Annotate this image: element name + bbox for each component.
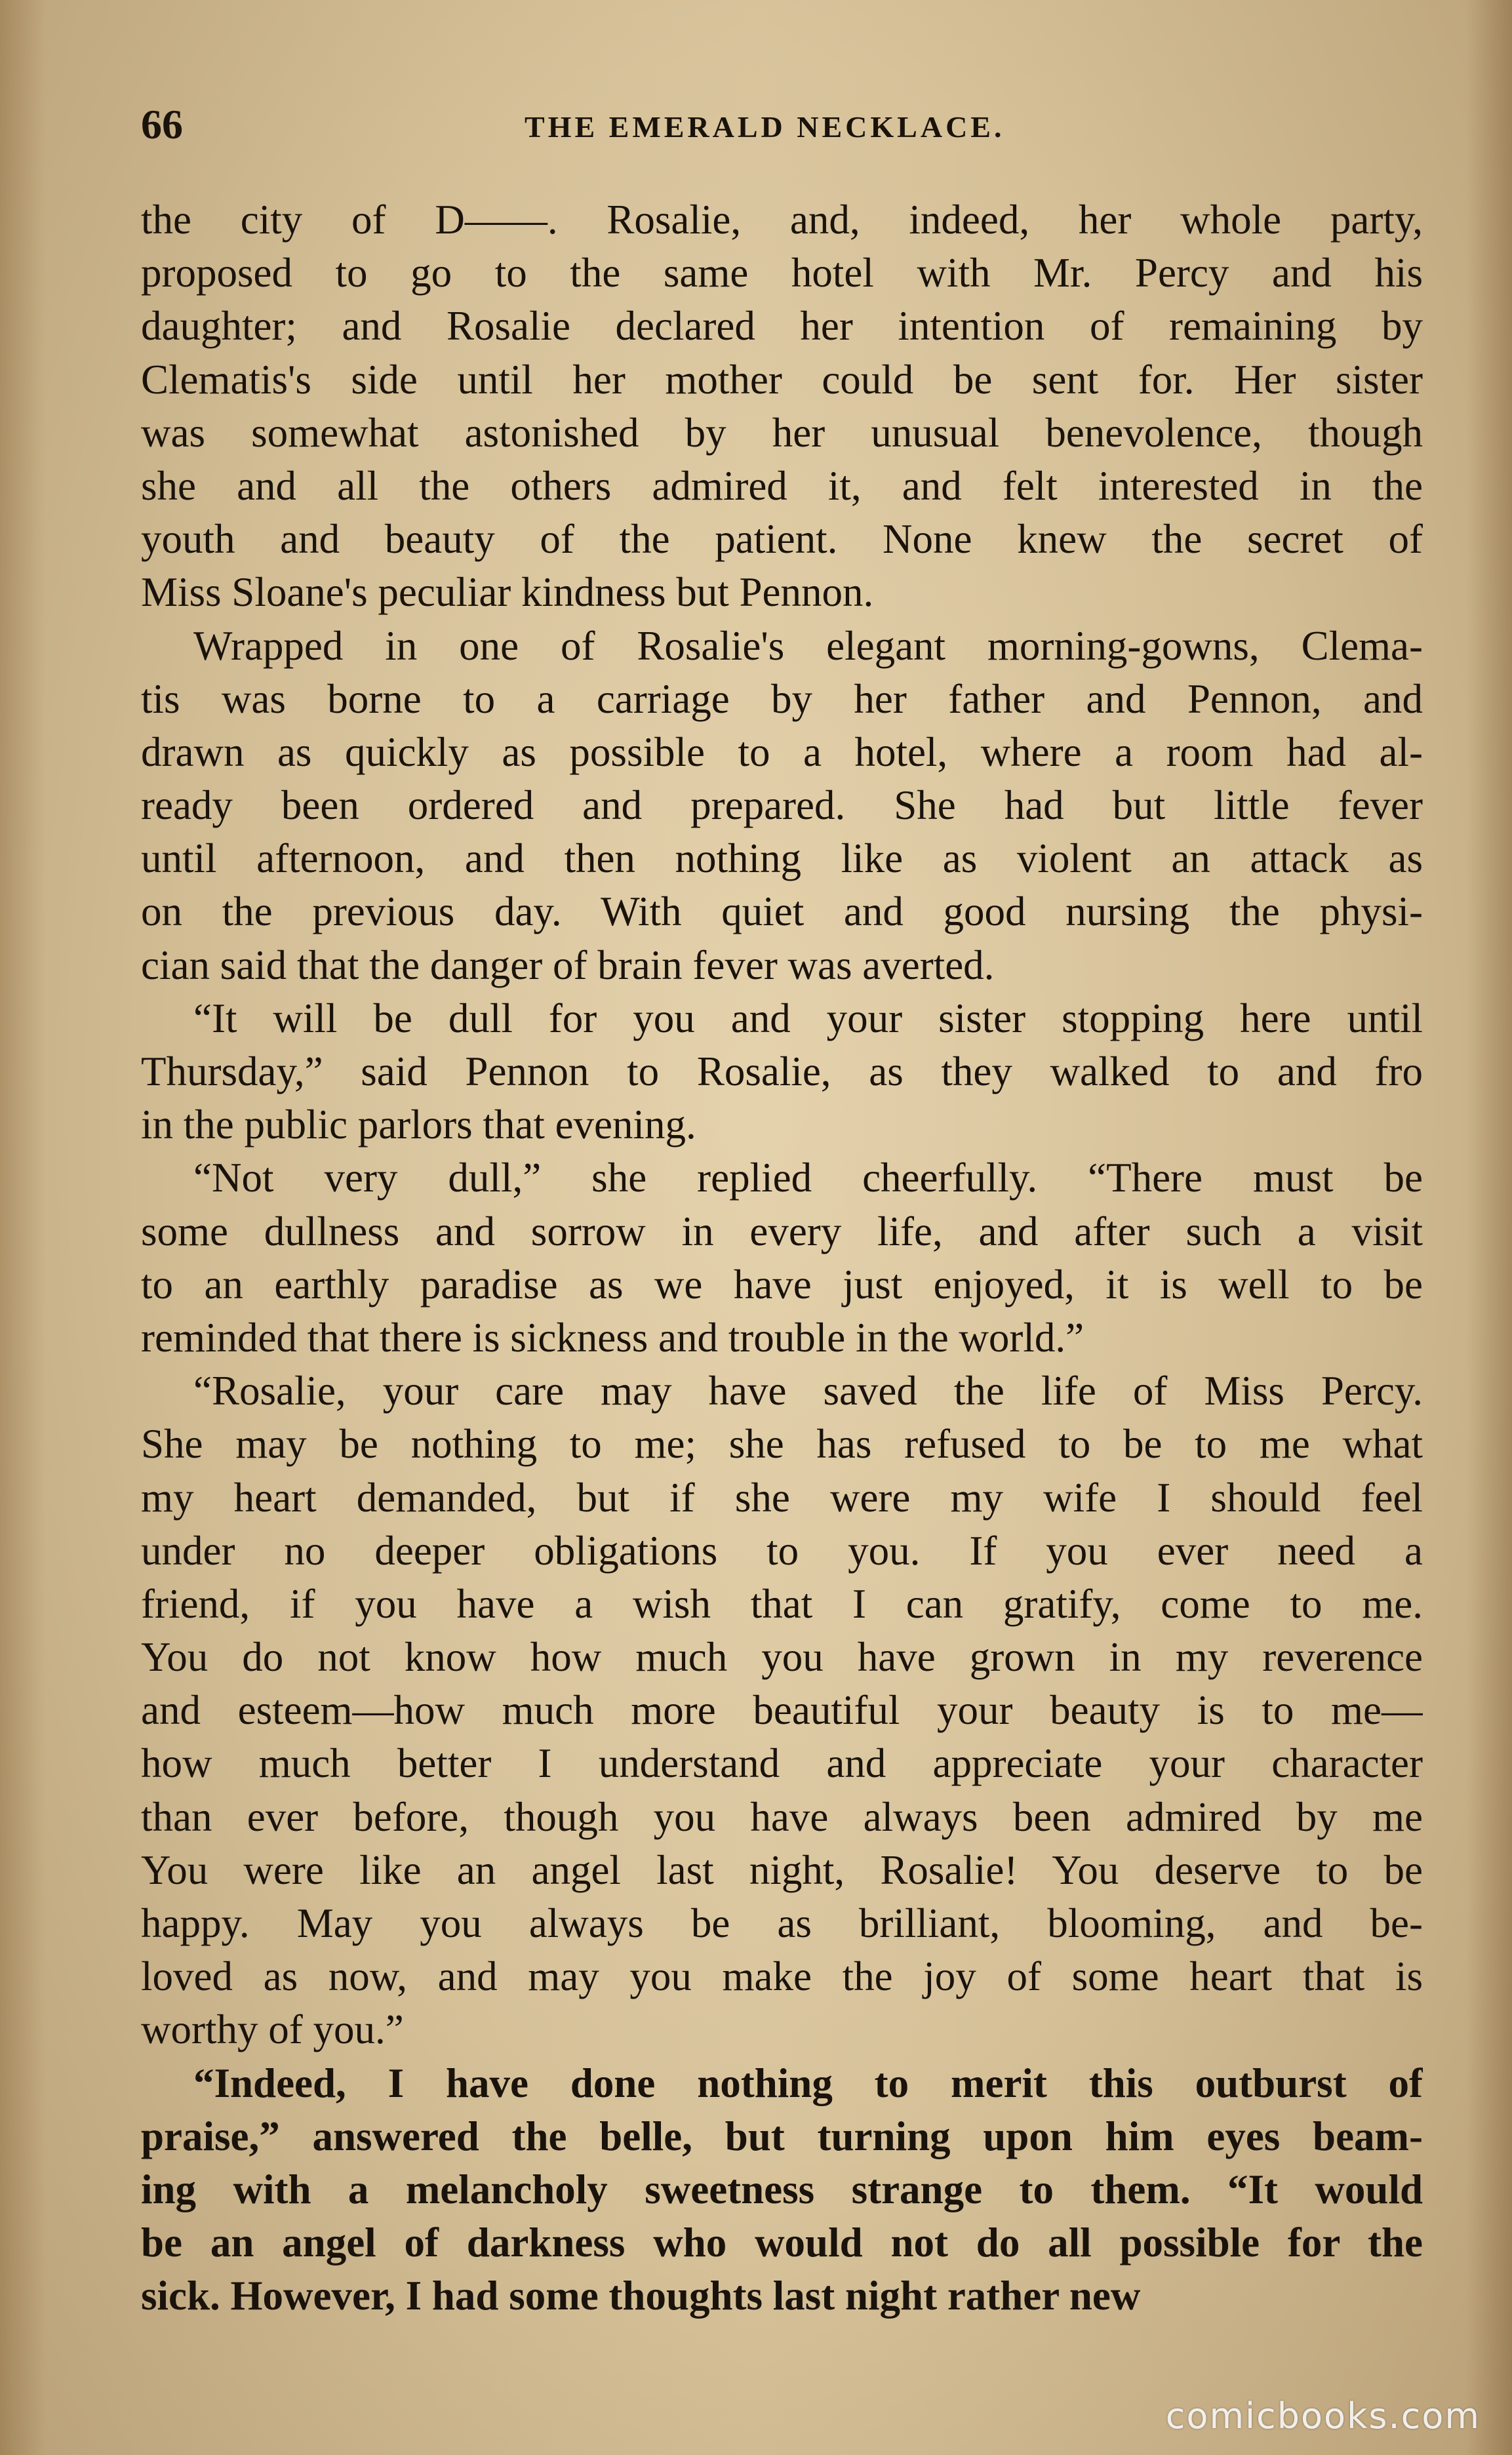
text-line: to an earthly paradise as we have just enjoyed, it is well to be <box>141 1261 1423 1307</box>
text-line: daughter; and Rosalie declared her intention of remaining by <box>141 303 1423 349</box>
text-line: Clematis's side until her mother could be sent for. Her sister <box>141 356 1423 403</box>
text-line: and esteem—how much more beautiful your beauty is to me— <box>141 1687 1423 1734</box>
text-line: friend, if you have a wish that I can gratify, come to me. <box>141 1580 1423 1627</box>
text-line: be an angel of darkness who would not do all possible for the <box>141 2220 1423 2266</box>
running-head <box>141 98 1131 151</box>
text-line: Miss Sloane's peculiar kindness but Pennon. <box>141 569 874 616</box>
text-line: proposed to go to the same hotel with Mr. Percy and his <box>141 250 1423 296</box>
text-line: she and all the others admired it, and felt interested in the <box>141 462 1423 509</box>
text-line: worthy of you.” <box>141 2006 404 2053</box>
text-line: some dullness and sorrow in every life, and after such a visit <box>141 1208 1423 1254</box>
text-line: drawn as quickly as possible to a hotel, where a room had al- <box>141 729 1423 775</box>
text-line: reminded that there is sickness and trouble in the world.” <box>141 1314 1084 1361</box>
text-line: youth and beauty of the patient. None knew the secret of <box>141 516 1423 563</box>
text-line: loved as now, and may you make the joy of some heart that is <box>141 1953 1423 2000</box>
paragraph <box>141 2057 1423 2323</box>
paragraph <box>141 193 1423 620</box>
text-line: on the previous day. With quiet and good nursing the physi- <box>141 888 1423 935</box>
text-line: “Indeed, I have done nothing to merit this outburst of <box>193 2060 1423 2106</box>
text-line: ready been ordered and prepared. She had but little fever <box>141 782 1423 829</box>
text-line: Thursday,” said Pennon to Rosalie, as they walked to and fro <box>141 1048 1423 1094</box>
paragraph <box>141 1365 1423 2056</box>
text-line: how much better I understand and appreciate your character <box>141 1740 1423 1787</box>
text-line: tis was borne to a carriage by her father and Pennon, and <box>141 675 1423 722</box>
page-number: 66 <box>141 101 183 148</box>
text-line: You were like an angel last night, Rosalie! You deserve to be <box>141 1846 1423 1893</box>
running-title: THE EMERALD NECKLACE. <box>525 110 1005 144</box>
paragraph <box>141 992 1423 1152</box>
paragraph <box>141 620 1423 992</box>
text-line: “It will be dull for you and your sister stopping here until <box>193 995 1423 1041</box>
text-line: the city of D——. Rosalie, and, indeed, her whole party, <box>141 197 1423 243</box>
text-line: She may be nothing to me; she has refused to be to me what <box>141 1421 1423 1467</box>
text-line: my heart demanded, but if she were my wife I should feel <box>141 1474 1423 1521</box>
text-line: “Not very dull,” she replied cheerfully. “There must be <box>193 1155 1423 1201</box>
text-line: happy. May you always be as brilliant, blooming, and be- <box>141 1900 1423 1946</box>
text-line: under no deeper obligations to you. If you ever need a <box>141 1527 1423 1574</box>
text-line: praise,” answered the belle, but turning upon him eyes beam- <box>141 2113 1423 2159</box>
text-line: Wrapped in one of Rosalie's elegant morning-gowns, Clema- <box>193 622 1423 669</box>
text-line: was somewhat astonished by her unusual benevolence, though <box>141 409 1423 456</box>
text-line: cian said that the danger of brain fever was averted. <box>141 942 995 988</box>
text-line: in the public parlors that evening. <box>141 1102 696 1148</box>
paragraph <box>141 1151 1423 1365</box>
text-line: until afternoon, and then nothing like as violent an attack as <box>141 835 1423 882</box>
text-line: “Rosalie, your care may have saved the life of Miss Percy. <box>193 1368 1423 1414</box>
text-line: You do not know how much you have grown in my reverence <box>141 1634 1423 1681</box>
body-text <box>141 193 1423 2323</box>
watermark: comicbooks.com <box>1165 2395 1481 2437</box>
text-line: sick. However, I had some thoughts last night rather new <box>141 2273 1141 2319</box>
text-line: ing with a melancholy sweetness strange to them. “It would <box>141 2166 1423 2212</box>
text-line: than ever before, though you have always been admired by me <box>141 1793 1423 1840</box>
